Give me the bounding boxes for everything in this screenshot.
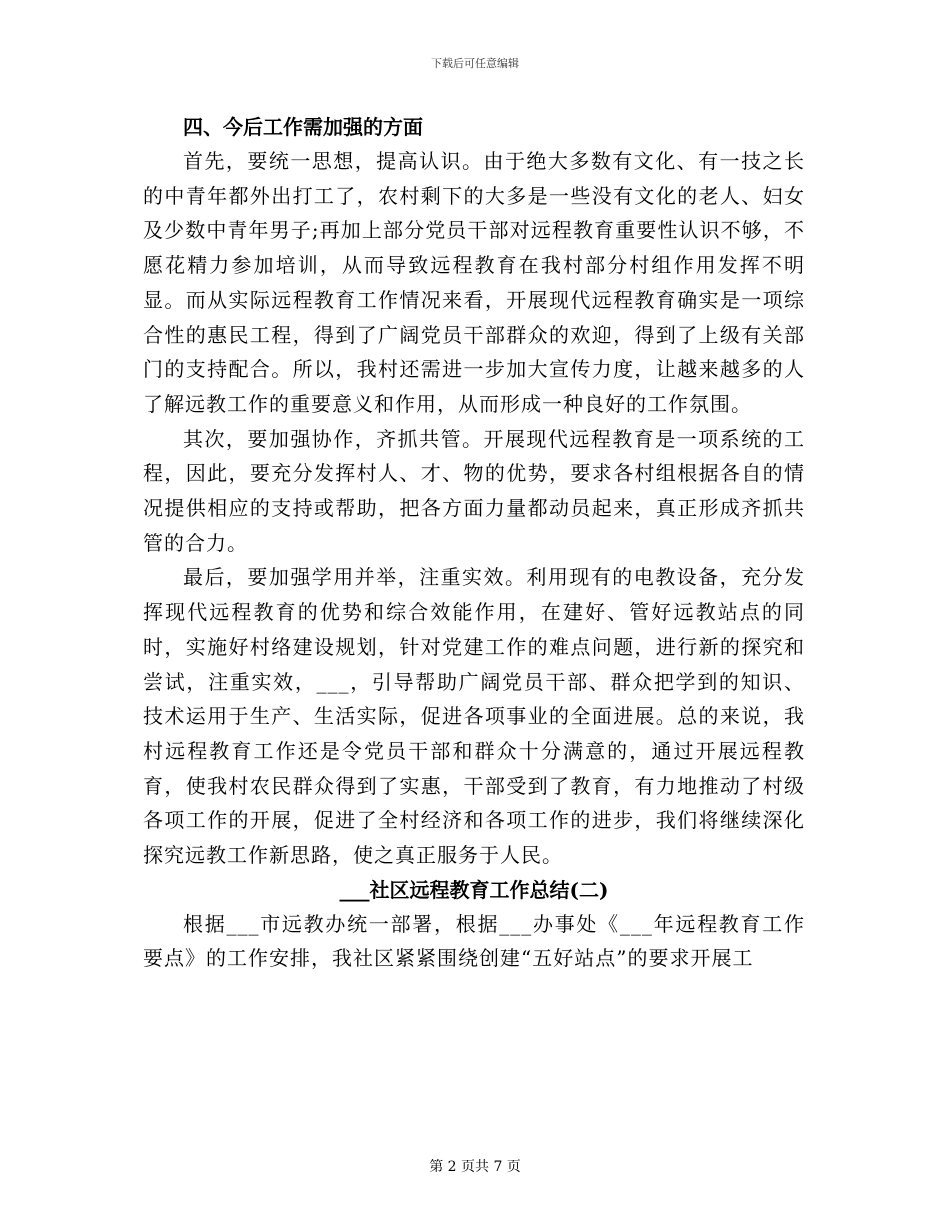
page-number: 第 2 页共 7 页 xyxy=(429,1159,521,1175)
header-note: 下载后可任意编辑 xyxy=(431,57,519,70)
section-title: ___社区远程教育工作总结(二) xyxy=(339,877,609,902)
paragraph-third: 最后，要加强学用并举，注重实效。利用现有的电教设备，充分发挥现代远程教育的优势和综合效能作用，在建好、管好远教站点的同时，实施好村络建设规划，针对党建工作的难点问题，进行新的探究和尝试，注重实效，___，引导帮助广阔党员干部、群众把学到的知识、技术运用于生产、生活实际，促进各项事业的全面进展。总的来说，我村远程教育工作还是令党员干部和群众十分满意的，通过开展远程教育，使我村农民群众得到了实惠，干部受到了教育，有力地推动了村级各项工作的开展，促进了全村经济和各项工作的进步，我们将继续深化探究远教工作新思路，使之真正服务于人民。 xyxy=(143,565,805,868)
paragraph-intro: 根据___市远教办统一部署，根据___办事处《___年远程教育工作要点》的工作安排，我社区紧紧围绕创建“五好站点”的要求开展工 xyxy=(143,911,805,971)
paragraph-first: 首先，要统一思想，提高认识。由于绝大多数有文化、有一技之长的中青年都外出打工了，农村剩下的大多是一些没有文化的老人、妇女及少数中青年男子;再加上部分党员干部对远程教育重要性认识不够，不愿花精力参加培训，从而导致远程教育在我村部分村组作用发挥不明显。而从实际远程教育工作情况来看，开展现代远程教育确实是一项综合性的惠民工程，得到了广阔党员干部群众的欢迎，得到了上级有关部门的支持配合。所以，我村还需进一步加大宣传力度，让越来越多的人了解远教工作的重要意义和作用，从而形成一种良好的工作氛围。 xyxy=(143,149,805,416)
paragraph-second: 其次，要加强协作，齐抓共管。开展现代远程教育是一项系统的工程，因此，要充分发挥村人、才、物的优势，要求各村组根据各自的情况提供相应的支持或帮助，把各方面力量都动员起来，真正形成齐抓共管的合力。 xyxy=(143,426,805,555)
document-body xyxy=(143,110,805,976)
section-heading: 四、今后工作需加强的方面 xyxy=(183,115,423,139)
